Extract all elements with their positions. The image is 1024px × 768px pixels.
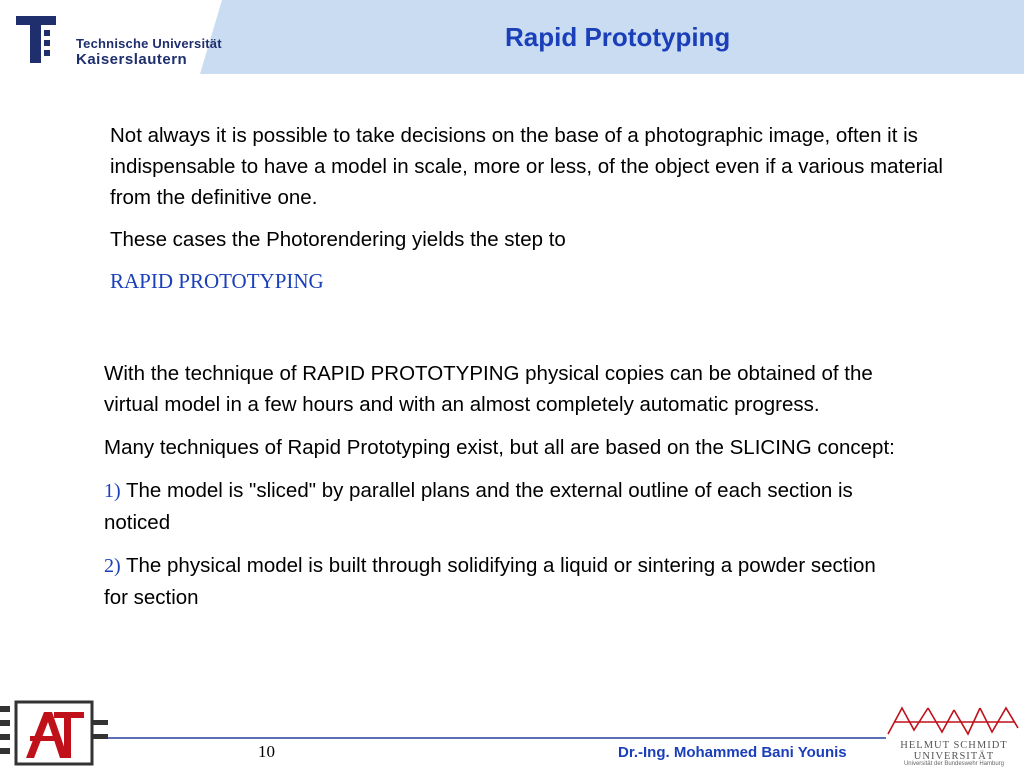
body-paragraph-2: Many techniques of Rapid Prototyping exist, but all are based on the SLICING concept: <box>104 436 895 459</box>
intro-section <box>110 120 950 308</box>
step-item-2 <box>104 550 904 613</box>
university-name-line1: Technische Universität <box>76 36 222 51</box>
body-paragraph-1: With the technique of RAPID PROTOTYPING physical copies can be obtained of the virtual model in a few hours and with an almost completely automatic progress. <box>104 362 873 416</box>
author-name: Dr.-Ing. Mohammed Bani Younis <box>618 744 847 761</box>
tu-kaiserslautern-logo <box>10 8 222 68</box>
hsu-name-line2: UNIVERSITÄT <box>913 751 995 762</box>
step-number-2: 2) <box>104 555 121 577</box>
step-text-2: The physical model is built through solidifying a liquid or sintering a powder section for section <box>104 554 876 609</box>
footer-divider <box>108 737 886 739</box>
step-number-1: 1) <box>104 480 121 502</box>
page-title: Rapid Prototyping <box>505 22 731 52</box>
ft-logo <box>0 700 110 768</box>
step-text-1: The model is "sliced" by parallel plans and the external outline of each section is noticed <box>104 479 853 534</box>
step-item-1 <box>104 475 904 538</box>
intro-paragraph-1: Not always it is possible to take decisions on the base of a photographic image, often it is indispensable to have a model in scale, more or less, of the object even if a various material from the definitive one. <box>110 124 943 209</box>
helmut-schmidt-university-logo <box>884 704 1024 768</box>
body-section <box>104 358 904 625</box>
hsu-name-line1: HELMUT SCHMIDT <box>900 740 1008 751</box>
page-number: 10 <box>258 742 275 761</box>
intro-paragraph-2: These cases the Photorendering yields the step to <box>110 228 566 251</box>
hsu-subtitle: Universität der Bundeswehr Hamburg <box>903 761 1005 767</box>
rapid-prototyping-emphasis: RAPID PROTOTYPING <box>110 269 324 293</box>
university-name-line2: Kaiserslautern <box>76 51 188 68</box>
